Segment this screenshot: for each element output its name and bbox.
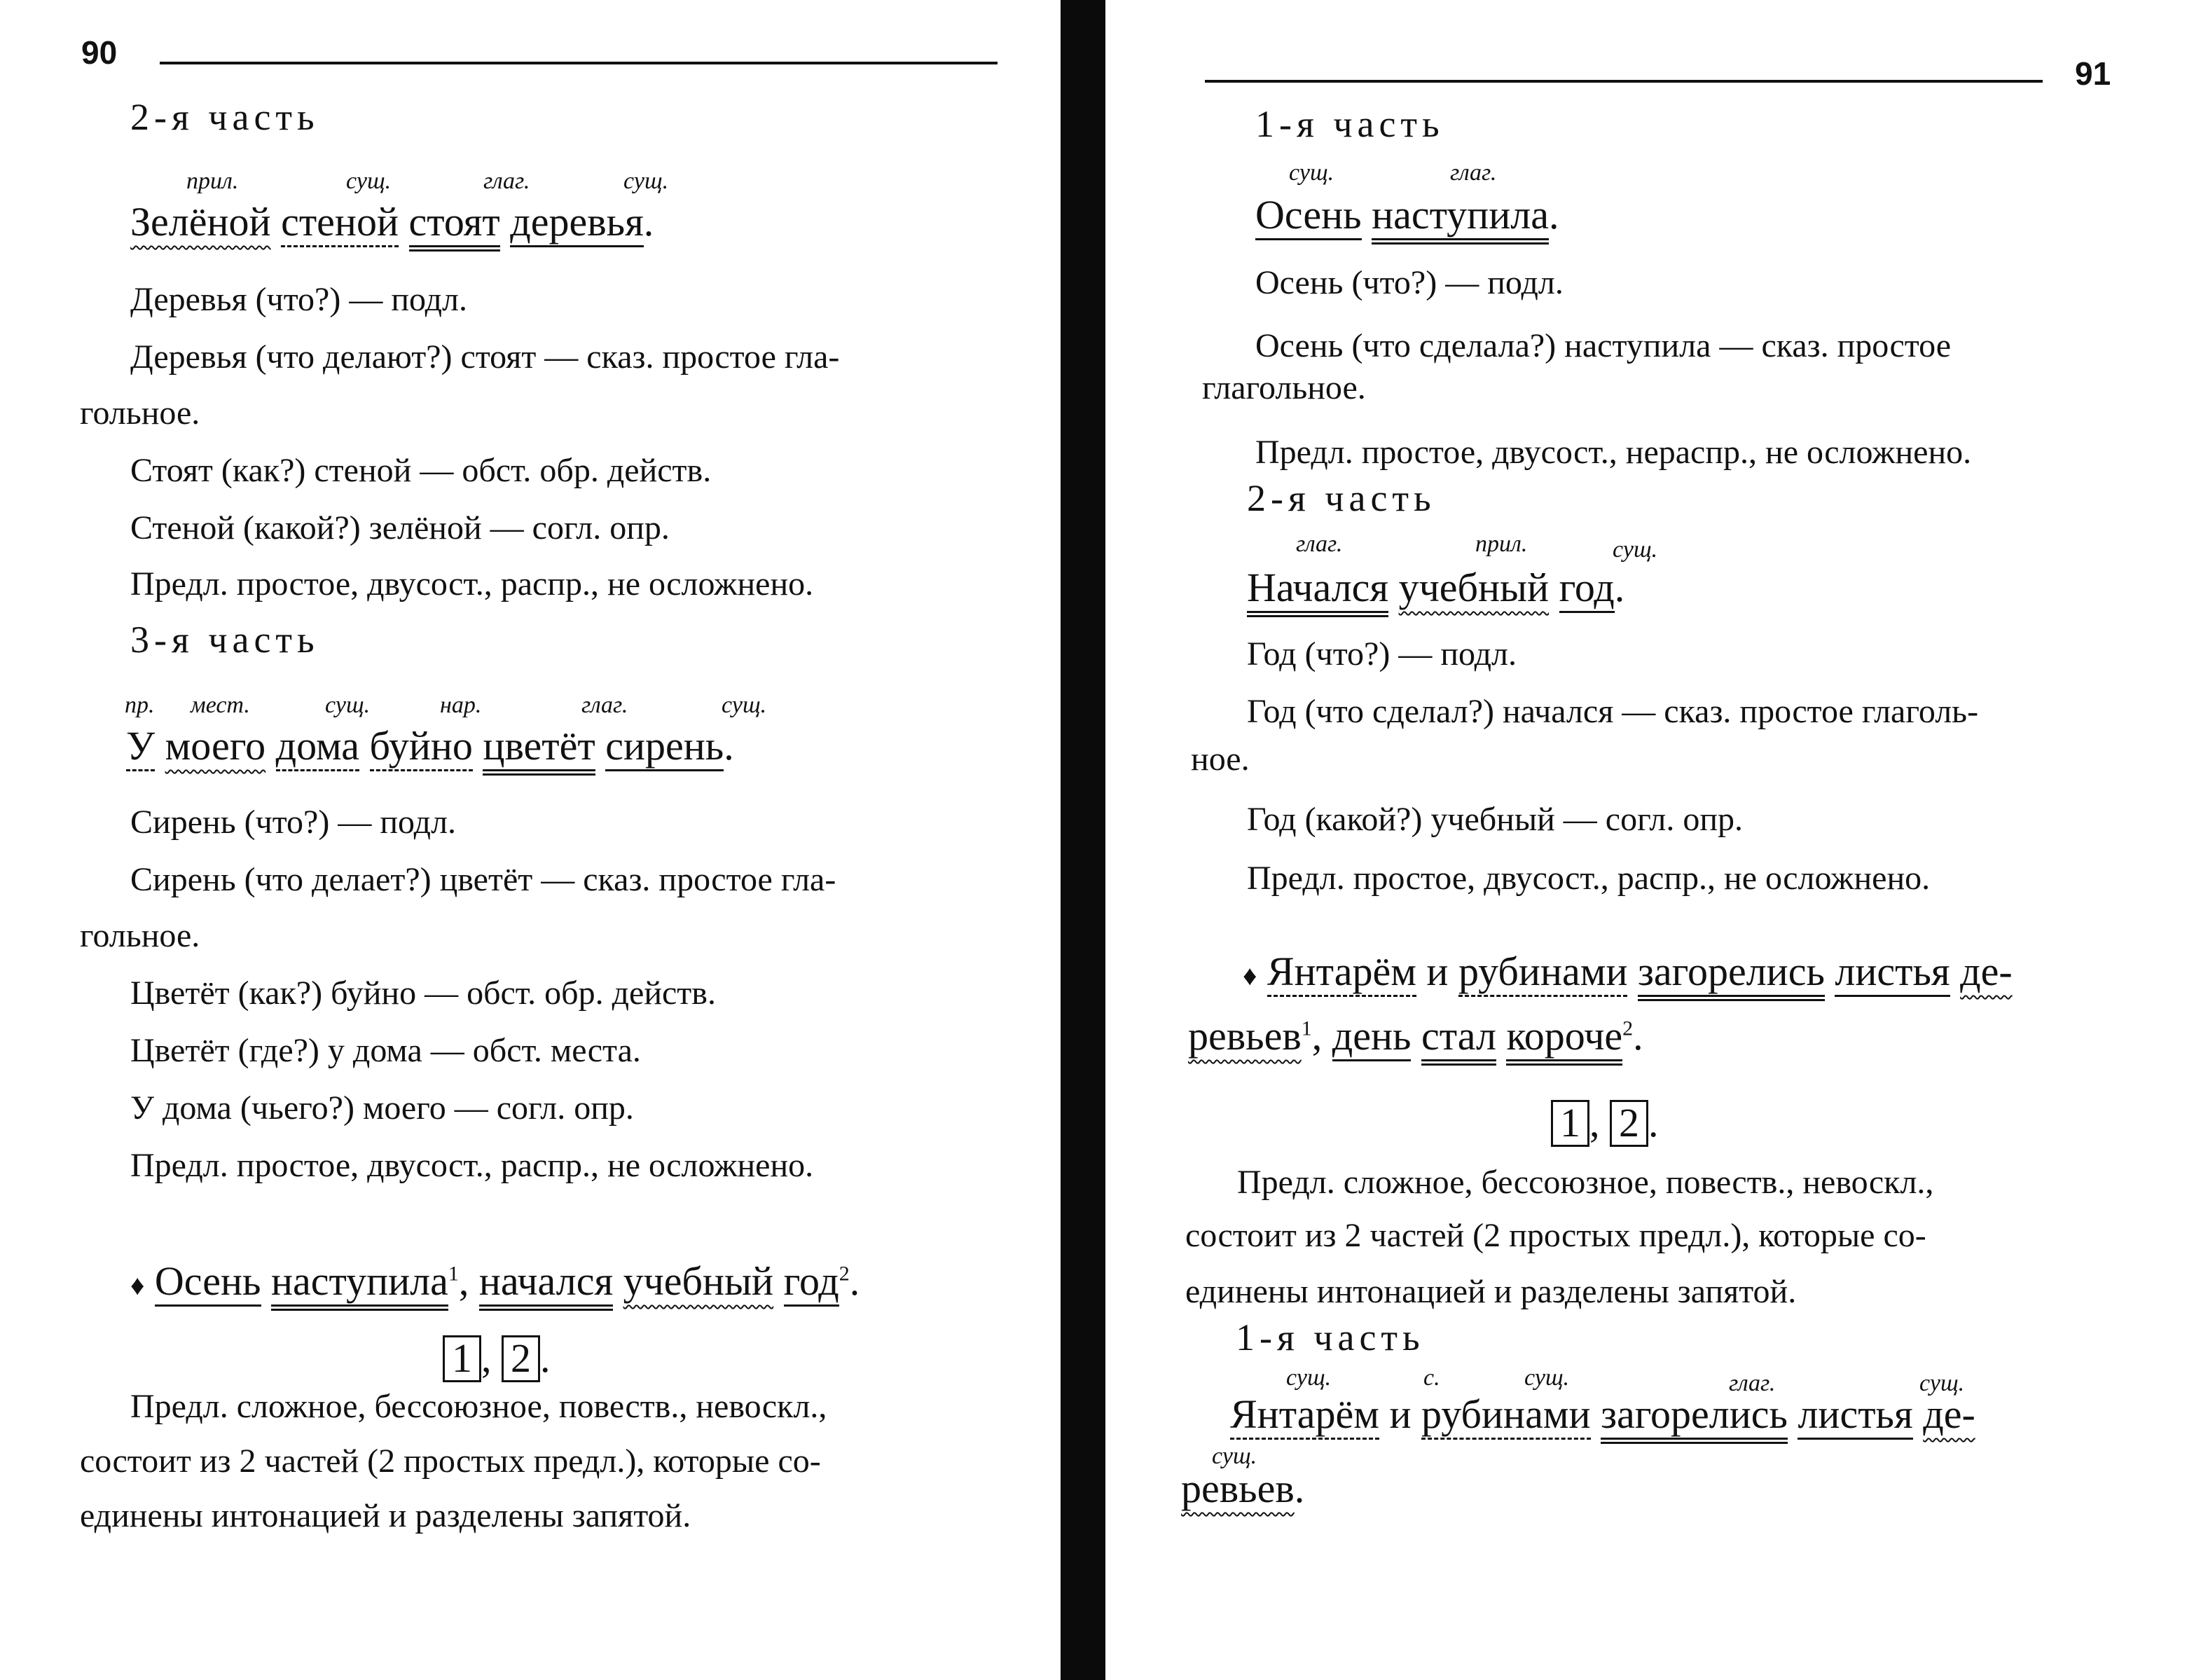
analysis-line: гольное. <box>80 394 200 432</box>
punct: , <box>1311 1013 1323 1059</box>
summary-line: единены интонацией и разделены запятой. <box>1185 1273 1797 1310</box>
word-adverbial: Янтарём <box>1267 949 1416 997</box>
word-conjunction: и <box>1389 1391 1412 1437</box>
part-index: 2 <box>1622 1017 1634 1040</box>
word-adverbial: Янтарём <box>1230 1391 1379 1440</box>
summary-line: единены интонацией и разделены запятой. <box>80 1497 691 1534</box>
parsed-sentence-cont <box>1188 1013 1643 1059</box>
word-attribute: учебный <box>623 1258 774 1304</box>
pos-label: пр. <box>125 692 155 718</box>
punct: . <box>724 723 734 769</box>
pos-label: глаг. <box>1729 1370 1776 1396</box>
part-heading: 1-я часть <box>1255 103 1444 145</box>
pos-label: сущ. <box>325 692 371 718</box>
word-subject: год <box>784 1258 839 1307</box>
pos-label: нар. <box>440 692 482 718</box>
part-heading: 1-я часть <box>1236 1316 1425 1358</box>
parsed-sentence <box>1230 1391 1975 1437</box>
word-predicate: стал <box>1421 1013 1496 1066</box>
pos-label: сущ. <box>623 168 669 194</box>
parsed-sentence-cont <box>1181 1468 1304 1509</box>
punct: . <box>1294 1466 1305 1511</box>
analysis-line: Осень (что?) — подл. <box>1255 264 1564 301</box>
punct: . <box>1548 192 1559 237</box>
pos-label: глаг. <box>581 692 628 718</box>
parsed-sentence <box>1247 567 1624 608</box>
word-adverbial: стеной <box>281 199 399 247</box>
word-conjunction: и <box>1426 949 1449 994</box>
word-subject: листья <box>1798 1391 1912 1440</box>
parsed-sentence <box>1255 192 1559 237</box>
pos-label: сущ. <box>722 692 767 718</box>
analysis-line: Предл. простое, двусост., распр., не осложнено. <box>130 1147 814 1184</box>
pos-label: сущ. <box>346 168 392 194</box>
pos-label: мест. <box>191 692 250 718</box>
summary-line: Предл. сложное, бессоюзное, повеств., невоскл., <box>1237 1164 1934 1201</box>
word-predicate: загорелись <box>1638 949 1825 1001</box>
pos-label: с. <box>1423 1365 1440 1391</box>
parsed-sentence <box>130 199 654 245</box>
header-rule-left <box>160 62 998 64</box>
analysis-line: Предл. простое, двусост., распр., не осложнено. <box>130 565 814 603</box>
bullet-icon: ♦ <box>1243 960 1257 991</box>
part-index: 1 <box>1301 1017 1312 1040</box>
analysis-line: Год (что?) — подл. <box>1247 635 1517 673</box>
analysis-line: Осень (что сделала?) наступила — сказ. простое <box>1255 327 1952 364</box>
word-subject: Осень <box>1255 192 1362 240</box>
word-attribute: де- <box>1960 949 2013 994</box>
punct: , <box>1589 1100 1600 1145</box>
word-predicate: цветёт <box>483 723 595 776</box>
analysis-line: гольное. <box>80 917 200 954</box>
analysis-line: Сирень (что делает?) цветёт — сказ. простое гла- <box>130 861 836 898</box>
analysis-line: Предл. простое, двусост., нераспр., не осложнено. <box>1255 434 1972 471</box>
book-spine <box>1061 0 1105 1680</box>
word-attribute: моего <box>165 723 266 769</box>
part-heading: 3-я часть <box>130 619 319 661</box>
analysis-line: Год (какой?) учебный — согл. опр. <box>1247 801 1743 838</box>
analysis-line: глагольное. <box>1202 369 1366 406</box>
word-adverbial: буйно <box>370 723 473 771</box>
word-predicate: загорелись <box>1601 1391 1788 1444</box>
punct: , <box>458 1258 469 1304</box>
part-heading: 2-я часть <box>130 96 319 138</box>
part-heading: 2-я часть <box>1247 477 1436 519</box>
pos-label: глаг. <box>483 168 530 194</box>
analysis-line: Сирень (что?) — подл. <box>130 804 457 841</box>
punct: , <box>481 1335 492 1381</box>
word-predicate: короче <box>1506 1013 1622 1066</box>
pos-label: сущ. <box>1286 1365 1332 1391</box>
part-index: 2 <box>839 1262 850 1286</box>
analysis-line: У дома (чьего?) моего — согл. опр. <box>130 1089 634 1127</box>
word-adverbial: дома <box>276 723 359 771</box>
word-attribute: де- <box>1923 1391 1975 1437</box>
analysis-line: Цветёт (где?) у дома — обст. места. <box>130 1032 641 1069</box>
pos-label: сущ. <box>1613 537 1658 563</box>
pos-label: сущ. <box>1524 1365 1570 1391</box>
bullet-icon: ♦ <box>130 1269 145 1301</box>
word-predicate: Начался <box>1247 565 1388 617</box>
word-subject: сирень <box>605 723 724 771</box>
pos-label: сущ. <box>1212 1443 1257 1469</box>
pos-label: сущ. <box>1919 1370 1965 1396</box>
parsed-sentence <box>130 1258 860 1304</box>
summary-line: Предл. сложное, бессоюзное, повеств., невоскл., <box>130 1388 827 1425</box>
scheme-box: 2 <box>1610 1100 1648 1147</box>
page-number-left: 90 <box>81 34 118 71</box>
analysis-line: ное. <box>1191 741 1250 778</box>
analysis-line: Цветёт (как?) буйно — обст. обр. действ. <box>130 975 716 1012</box>
header-rule-right <box>1205 80 2043 83</box>
sentence-scheme <box>1551 1100 1659 1147</box>
word-attribute: ревьев <box>1188 1013 1302 1059</box>
analysis-line: Деревья (что делают?) стоят — сказ. простое гла- <box>130 338 840 376</box>
summary-line: состоит из 2 частей (2 простых предл.), которые со- <box>80 1443 821 1480</box>
punct: . <box>849 1258 860 1304</box>
scheme-box: 2 <box>502 1335 540 1382</box>
scheme-box: 1 <box>443 1335 481 1382</box>
sentence-scheme <box>443 1335 551 1382</box>
word-predicate: наступила <box>1372 192 1549 245</box>
word-subject: листья <box>1835 949 1950 997</box>
analysis-line: Предл. простое, двусост., распр., не осложнено. <box>1247 860 1931 897</box>
punct: . <box>1633 1013 1643 1059</box>
pos-label: прил. <box>186 168 239 194</box>
punct: . <box>1648 1100 1659 1145</box>
word-subject: день <box>1332 1013 1412 1061</box>
word-adverbial: У <box>126 723 155 771</box>
word-attribute: ревьев <box>1181 1466 1295 1511</box>
parsed-sentence <box>1243 951 2013 992</box>
word-subject: год <box>1559 565 1615 613</box>
page-number-right: 91 <box>2075 55 2111 92</box>
word-predicate: стоят <box>409 199 500 252</box>
analysis-line: Стеной (какой?) зелёной — согл. опр. <box>130 509 670 546</box>
word-subject: деревья <box>510 199 644 247</box>
punct: . <box>1614 565 1625 610</box>
word-attribute: учебный <box>1398 565 1550 610</box>
punct: . <box>540 1335 551 1381</box>
word-predicate: начался <box>479 1258 613 1311</box>
part-index: 1 <box>448 1262 459 1286</box>
word-adverbial: рубинами <box>1421 1391 1591 1440</box>
word-attribute: Зелёной <box>130 199 271 245</box>
summary-line: состоит из 2 частей (2 простых предл.), которые со- <box>1185 1217 1926 1254</box>
word-subject: Осень <box>155 1258 261 1307</box>
pos-label: прил. <box>1475 531 1528 557</box>
word-predicate: наступила <box>271 1258 448 1311</box>
parsed-sentence <box>126 723 734 769</box>
analysis-line: Стоят (как?) стеной — обст. обр. действ. <box>130 452 712 489</box>
pos-label: глаг. <box>1296 531 1343 557</box>
pos-label: глаг. <box>1450 160 1497 186</box>
scheme-box: 1 <box>1551 1100 1589 1147</box>
analysis-line: Год (что сделал?) начался — сказ. простое глаголь- <box>1247 693 1979 730</box>
punct: . <box>643 199 654 245</box>
pos-label: сущ. <box>1289 160 1334 186</box>
analysis-line: Деревья (что?) — подл. <box>130 281 468 318</box>
word-adverbial: рубинами <box>1458 949 1628 997</box>
